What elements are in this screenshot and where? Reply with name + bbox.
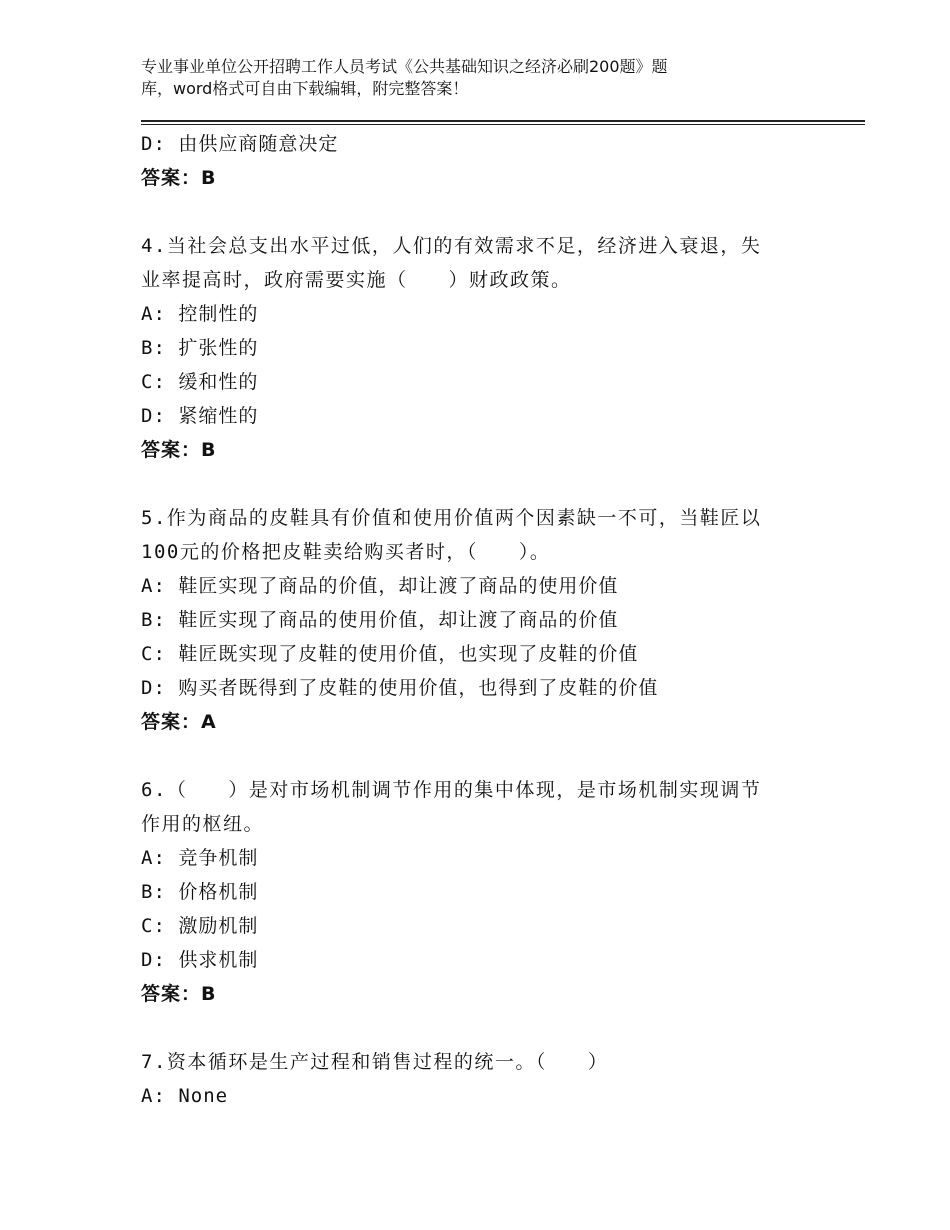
question-stem-line-1: 4.当社会总支出水平过低，人们的有效需求不足，经济进入衰退，失	[141, 235, 762, 257]
question-6	[141, 773, 801, 1011]
header-divider-thin	[141, 124, 865, 125]
option-b: B: 价格机制	[141, 881, 259, 903]
question-stem-line-2: 作用的枢纽。	[141, 813, 265, 835]
question-stem-line-2: 100元的价格把皮鞋卖给购买者时，（ ）。	[141, 541, 551, 563]
question-spacer	[141, 195, 801, 229]
header-title-line-1: 专业事业单位公开招聘工作人员考试《公共基础知识之经济必刷200题》题	[141, 57, 668, 76]
option-b: B: 扩张性的	[141, 337, 259, 359]
option-a: A: 控制性的	[141, 303, 259, 325]
option-c: C: 鞋匠既实现了皮鞋的使用价值，也实现了皮鞋的价值	[141, 643, 639, 665]
option-d: D: 紧缩性的	[141, 405, 259, 427]
header-title-line-2: 库，word格式可自由下载编辑，附完整答案！	[141, 79, 469, 98]
answer-label: 答案：B	[141, 983, 217, 1005]
header-divider	[141, 120, 865, 126]
option-c: C: 激励机制	[141, 915, 259, 937]
option-a: A: None	[141, 1085, 229, 1107]
question-list	[141, 127, 801, 1113]
option-c: C: 缓和性的	[141, 371, 259, 393]
option-d: D: 由供应商随意决定	[141, 133, 339, 155]
question-spacer	[141, 1011, 801, 1045]
document-header	[141, 56, 781, 100]
question-7	[141, 1045, 801, 1113]
question-stem-line-2: 业率提高时，政府需要实施（ ）财政政策。	[141, 269, 572, 291]
question-spacer	[141, 467, 801, 501]
option-d: D: 购买者既得到了皮鞋的使用价值，也得到了皮鞋的价值	[141, 677, 659, 699]
option-a: A: 鞋匠实现了商品的价值，却让渡了商品的使用价值	[141, 575, 619, 597]
answer-label: 答案：B	[141, 439, 217, 461]
header-divider-thick	[141, 120, 865, 122]
answer-label: 答案：B	[141, 167, 217, 189]
question-4	[141, 229, 801, 467]
option-a: A: 竞争机制	[141, 847, 259, 869]
question-spacer	[141, 739, 801, 773]
question-stem-line-1: 7.资本循环是生产过程和销售过程的统一。（ ）	[141, 1051, 609, 1073]
question-3	[141, 127, 801, 195]
question-5	[141, 501, 801, 739]
option-b: B: 鞋匠实现了商品的使用价值，却让渡了商品的价值	[141, 609, 619, 631]
question-stem-line-1: 5.作为商品的皮鞋具有价值和使用价值两个因素缺一不可，当鞋匠以	[141, 507, 762, 529]
option-d: D: 供求机制	[141, 949, 259, 971]
answer-label: 答案：A	[141, 711, 217, 733]
question-stem-line-1: 6.（ ）是对市场机制调节作用的集中体现，是市场机制实现调节	[141, 779, 762, 801]
